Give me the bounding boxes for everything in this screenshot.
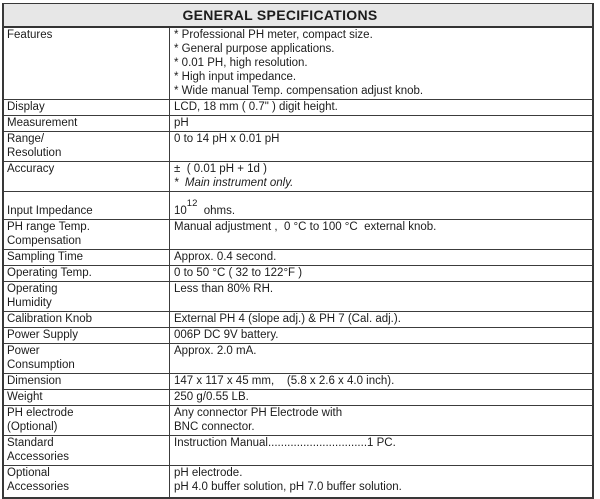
spec-value-cell bbox=[170, 220, 592, 249]
spec-value-cell bbox=[170, 436, 592, 465]
spec-label-text: Accuracy bbox=[7, 163, 55, 175]
spec-label-text: Accessories bbox=[7, 481, 69, 493]
spec-value-text: $10^{12}$ ohms. bbox=[174, 198, 236, 217]
table-row bbox=[4, 436, 592, 466]
spec-value-text: 0 to 14 pH x 0.01 pH bbox=[174, 133, 280, 145]
spec-label-text: PH range Temp. bbox=[7, 221, 90, 233]
superscript-exponent: 12 bbox=[186, 198, 198, 209]
spec-value-text: ± ( 0.01 pH + 1d ) bbox=[174, 163, 267, 175]
spec-label-text: Input Impedance bbox=[7, 205, 93, 217]
spec-label-text: Display bbox=[7, 101, 45, 113]
table-row bbox=[4, 28, 592, 100]
table-row bbox=[4, 220, 592, 250]
spec-value-cell bbox=[170, 132, 592, 161]
spec-label-text: Optional bbox=[7, 467, 50, 479]
spec-label-cell bbox=[4, 116, 170, 131]
spec-label-cell bbox=[4, 220, 170, 249]
spec-value-text: Approx. 0.4 second. bbox=[174, 251, 277, 263]
spec-value-cell bbox=[170, 192, 592, 219]
table-row bbox=[4, 406, 592, 436]
spec-value-text: * Main instrument only. bbox=[174, 177, 294, 189]
spec-value-text: * 0.01 PH, high resolution. bbox=[174, 57, 308, 69]
spec-label-text: (Optional) bbox=[7, 421, 58, 433]
spec-label-text: Compensation bbox=[7, 235, 82, 247]
spec-label-cell bbox=[4, 192, 170, 219]
spec-label-cell bbox=[4, 162, 170, 191]
spec-value-cell bbox=[170, 116, 592, 131]
spec-label-text: Range/ bbox=[7, 133, 45, 145]
spec-value-text: LCD, 18 mm ( 0.7" ) digit height. bbox=[174, 101, 338, 113]
spec-value-cell bbox=[170, 374, 592, 389]
spec-value-text: * Wide manual Temp. compensation adjust knob. bbox=[174, 85, 424, 97]
spec-label-cell bbox=[4, 390, 170, 405]
spec-value-cell bbox=[170, 100, 592, 115]
spec-value-cell bbox=[170, 162, 592, 191]
table-row bbox=[4, 312, 592, 328]
spec-label-text: Operating Temp. bbox=[7, 267, 92, 279]
spec-label-text: Power bbox=[7, 345, 40, 357]
spec-label-text: Weight bbox=[7, 391, 43, 403]
spec-label-text: Accessories bbox=[7, 451, 69, 463]
table-row bbox=[4, 132, 592, 162]
spec-value-text: * High input impedance. bbox=[174, 71, 297, 83]
spec-label-cell bbox=[4, 312, 170, 327]
spec-label-text: Features bbox=[7, 29, 53, 41]
spec-label-text: Calibration Knob bbox=[7, 313, 93, 325]
spec-label-cell bbox=[4, 374, 170, 389]
spec-value-cell bbox=[170, 282, 592, 311]
table-row bbox=[4, 374, 592, 390]
spec-value-text: 250 g/0.55 LB. bbox=[174, 391, 249, 403]
spec-value-cell bbox=[170, 406, 592, 435]
spec-value-cell bbox=[170, 328, 592, 343]
spec-value-text: Manual adjustment , 0 °C to 100 °C external knob. bbox=[174, 221, 437, 233]
spec-value-cell bbox=[170, 266, 592, 281]
spec-label-cell bbox=[4, 100, 170, 115]
table-row bbox=[4, 328, 592, 344]
spec-label-text: Dimension bbox=[7, 375, 62, 387]
spec-value-cell bbox=[170, 28, 592, 99]
table-row bbox=[4, 100, 592, 116]
table-title: GENERAL SPECIFICATIONS bbox=[182, 7, 378, 23]
spec-label-cell bbox=[4, 132, 170, 161]
spec-value-text: 147 x 117 x 45 mm, (5.8 x 2.6 x 4.0 inch). bbox=[174, 375, 395, 387]
spec-value-text: * Professional PH meter, compact size. bbox=[174, 29, 373, 41]
spec-label-cell bbox=[4, 406, 170, 435]
table-row bbox=[4, 390, 592, 406]
spec-label-cell bbox=[4, 282, 170, 311]
spec-label-cell bbox=[4, 466, 170, 497]
spec-label-cell bbox=[4, 328, 170, 343]
table-row bbox=[4, 282, 592, 312]
spec-label-cell bbox=[4, 28, 170, 99]
table-row bbox=[4, 344, 592, 374]
spec-label-text: Operating bbox=[7, 283, 58, 295]
spec-label-text: Power Supply bbox=[7, 329, 78, 341]
spec-value-cell bbox=[170, 390, 592, 405]
table-row bbox=[4, 466, 592, 497]
table-row bbox=[4, 250, 592, 266]
table-row bbox=[4, 192, 592, 220]
table-row bbox=[4, 162, 592, 192]
spec-value-text: pH electrode. bbox=[174, 467, 243, 479]
spec-label-text: Consumption bbox=[7, 359, 75, 371]
spec-value-text: Approx. 2.0 mA. bbox=[174, 345, 257, 357]
table-row bbox=[4, 266, 592, 282]
spec-label-text: Measurement bbox=[7, 117, 78, 129]
spec-value-text: External PH 4 (slope adj.) & PH 7 (Cal. adj.). bbox=[174, 313, 401, 325]
spec-table-body bbox=[4, 28, 592, 497]
spec-value-text: pH 4.0 buffer solution, pH 7.0 buffer solution. bbox=[174, 481, 402, 493]
spec-value-cell bbox=[170, 250, 592, 265]
spec-label-cell bbox=[4, 266, 170, 281]
table-title-row bbox=[4, 4, 592, 28]
spec-value-text: pH bbox=[174, 117, 189, 129]
spec-label-cell bbox=[4, 344, 170, 373]
spec-label-cell bbox=[4, 436, 170, 465]
spec-label-text: Standard bbox=[7, 437, 54, 449]
spec-value-text: Less than 80% RH. bbox=[174, 283, 274, 295]
table-row bbox=[4, 116, 592, 132]
spec-label-text: Resolution bbox=[7, 147, 62, 159]
spec-value-text: Any connector PH Electrode with bbox=[174, 407, 343, 419]
spec-value-text: * General purpose applications. bbox=[174, 43, 335, 55]
spec-value-cell bbox=[170, 312, 592, 327]
spec-value-cell bbox=[170, 344, 592, 373]
spec-value-text: 0 to 50 °C ( 32 to 122°F ) bbox=[174, 267, 303, 279]
spec-label-text: Sampling Time bbox=[7, 251, 84, 263]
spec-value-text: Instruction Manual...............................1 PC. bbox=[174, 437, 396, 449]
spec-table bbox=[2, 3, 594, 499]
spec-label-text: PH electrode bbox=[7, 407, 74, 419]
spec-label-text: Humidity bbox=[7, 297, 52, 309]
spec-value-text: 006P DC 9V battery. bbox=[174, 329, 279, 341]
spec-value-cell bbox=[170, 466, 592, 497]
spec-value-text: BNC connector. bbox=[174, 421, 255, 433]
spec-label-cell bbox=[4, 250, 170, 265]
